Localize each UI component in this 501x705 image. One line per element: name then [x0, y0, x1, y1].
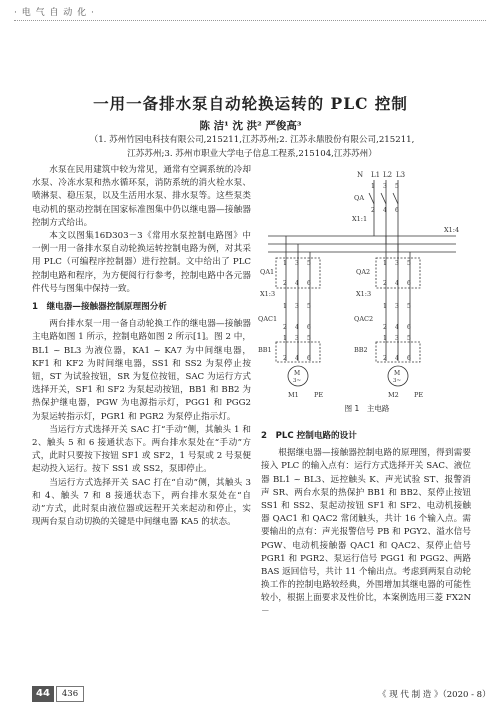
svg-text:4: 4 — [295, 324, 299, 331]
svg-text:6: 6 — [307, 324, 311, 331]
svg-text:5: 5 — [307, 303, 311, 310]
svg-text:M2: M2 — [388, 391, 399, 399]
terminal-x1-4: X1:4 — [444, 226, 460, 234]
svg-text:3: 3 — [295, 335, 299, 342]
article-authors: 陈 洁¹ 沈 洪² 严俊高³ — [199, 120, 302, 132]
svg-text:BB1: BB1 — [258, 346, 272, 354]
svg-text:QA1: QA1 — [260, 268, 275, 276]
svg-text:4: 4 — [395, 355, 399, 362]
svg-text:2: 2 — [283, 324, 287, 331]
svg-text:2: 2 — [371, 207, 375, 214]
svg-text:6: 6 — [307, 280, 311, 287]
main-breaker-qa — [352, 180, 399, 226]
svg-text:5: 5 — [307, 260, 311, 267]
header-rule — [14, 20, 486, 21]
left-column — [32, 164, 251, 529]
svg-text:2: 2 — [383, 355, 387, 362]
svg-text:M1: M1 — [288, 391, 299, 399]
svg-text:3: 3 — [395, 303, 399, 310]
svg-text:2: 2 — [283, 280, 287, 287]
alt-page-number: 436 — [56, 686, 84, 702]
article-title: 一用一备排水泵自动轮换运转的 PLC 控制 — [93, 94, 408, 113]
intro-paragraph-2: 本文以图集16D303－3《常用水泵控制电路图》中一例一用一备排水泵自动轮换运转控制电路为例，对其采用 PLC（可编程序控制器）进行控制。文中给出了 PLC 控制电路和程序，为方便阅行行参考，控制电路中各元器件代号与图集中保持一致。 — [32, 231, 251, 294]
svg-text:1: 1 — [283, 335, 287, 342]
branch-1 — [258, 236, 323, 399]
affiliation-line-1: （1. 苏州竹园电科技有限公司,215211,江苏苏州;2. 江苏永鼎股份有限公司,215211, — [89, 135, 415, 145]
svg-text:1: 1 — [371, 183, 375, 190]
svg-text:5: 5 — [407, 260, 411, 267]
svg-text:5: 5 — [407, 335, 411, 342]
section-2-paragraph: 根据继电器—接触器控制电路的原理图，得到需要接入 PLC 的输入点有：运行方式选择开关 SAC、液位器 BL1 ~ BL3、远控触头 K、声光试验 ST、报警消声 SR、两台水泵的热保护 BB1 和 BB2、泵停止按钮 SS1 和 SS2、泵起动按钮 SF1 和 SF2、电动机接触器 QAC1 和 QAC2 常闭触头，共计 16 个输入点。需要输出的点有：声光报警信号 PB 和 PGY2、溢水信号 PGW、电动机接触器 QAC1 和 QAC2、泵停止信号 PGR1 和 PGR2、泵运行信号 PGG1 和 PGG2、两路 BAS 返回信号，共计 11 个输出点。考虑到两泵自动轮换工作的控制电路较经典，外围增加其继电器的可能性较小，根据上面要求及性价比，本案例选用三菱 FX2N－ — [261, 448, 471, 617]
journal-footer: 《 现 代 制 造 》（2020 - 8） — [378, 690, 491, 700]
svg-text:6: 6 — [307, 355, 311, 362]
svg-text:6: 6 — [395, 207, 399, 214]
section-1-paragraph-3: 当运行方式选择开关 SAC 打在“自动”侧，其触头 3 和 4、触头 7 和 8 接通状态下，两台排水泵处在“自动”方式，此时泵由液位器或远程开关来起动和停止，实现两台泵自动切换的关键是中间继电器 KA5 的状态。 — [32, 477, 251, 528]
main-circuit-figure — [256, 166, 478, 402]
svg-text:6: 6 — [407, 355, 411, 362]
phase-label-l1: L1 — [371, 171, 381, 179]
svg-text:3: 3 — [295, 303, 299, 310]
phase-label-l3: L3 — [396, 171, 406, 179]
svg-text:BB2: BB2 — [354, 346, 368, 354]
svg-text:4: 4 — [383, 207, 387, 214]
svg-text:5: 5 — [395, 183, 399, 190]
svg-text:1: 1 — [283, 260, 287, 267]
svg-text:1: 1 — [383, 303, 387, 310]
figure-caption: 图 1 主电路 — [344, 404, 390, 413]
svg-text:2: 2 — [283, 355, 287, 362]
svg-text:X1:3: X1:3 — [356, 290, 372, 298]
svg-text:1: 1 — [283, 303, 287, 310]
svg-text:4: 4 — [395, 324, 399, 331]
svg-text:4: 4 — [295, 355, 299, 362]
affiliation-line-2: 江苏苏州;3. 苏州市职业大学电子信息工程系,215104,江苏苏州） — [127, 149, 377, 159]
svg-text:QA: QA — [354, 194, 365, 202]
svg-text:5: 5 — [307, 335, 311, 342]
section-1-heading: 1 继电器—接触器控制原理图分析 — [32, 302, 167, 313]
svg-text:4: 4 — [295, 280, 299, 287]
section-1-paragraph-2: 当运行方式选择开关 SAC 打“手动”侧，其触头 1 和 2、触头 5 和 6 接通状态下。两台排水泵处在“手动”方式，此时只要按下按钮 SF1 或 SF2，1 号泵或 2 号泵便起动投入运行。按下 SS1 或 SS2，泵即停止。 — [32, 424, 251, 475]
section-tag: · 电 气 自 动 化 · — [14, 8, 95, 18]
svg-text:PE: PE — [314, 391, 324, 399]
svg-text:1: 1 — [383, 335, 387, 342]
svg-text:3~: 3~ — [393, 378, 402, 384]
svg-text:4: 4 — [395, 280, 399, 287]
phase-label-l2: L2 — [383, 171, 393, 179]
svg-text:2: 2 — [383, 280, 387, 287]
affiliations — [60, 133, 444, 161]
svg-text:M: M — [294, 370, 301, 377]
svg-text:X1:1: X1:1 — [352, 215, 368, 223]
svg-text:3: 3 — [295, 260, 299, 267]
phase-label-n: N — [357, 171, 364, 179]
svg-text:3: 3 — [395, 260, 399, 267]
branch-2 — [354, 236, 423, 399]
svg-text:5: 5 — [407, 303, 411, 310]
svg-text:M: M — [394, 370, 401, 377]
svg-text:QAC2: QAC2 — [354, 315, 374, 323]
svg-text:3: 3 — [395, 335, 399, 342]
svg-text:X1:3: X1:3 — [260, 290, 276, 298]
page-number: 44 — [32, 686, 54, 702]
section-1-paragraph-1: 两台排水泵一用一备自动轮换工作的继电器—接触器主电路如图 1 所示，控制电路如图 2 所示[1]。图 2 中，BL1 ~ BL3 为液位器，KA1 ~ KA7 为中间继电器，KF1 和 KF2 为时间继电器，SS1 和 SS2 为泵停止按钮，ST 为试验按钮，SR 为复位按钮，SAC 为运行方式选择开关，SF1 和 SF2 为泵起动按钮，BB1 和 BB2 为热保护继电器，PGW 为电源指示灯，PGG1 和 PGG2 为泵运转指示灯，PGR1 和 PGR2 为泵停止指示灯。 — [32, 319, 251, 422]
svg-text:1: 1 — [383, 260, 387, 267]
right-column — [261, 425, 471, 619]
svg-text:QA2: QA2 — [356, 268, 371, 276]
svg-text:6: 6 — [407, 324, 411, 331]
intro-paragraph-1: 水泵在民用建筑中较为常见，通常有空调系统的冷却水泵、冷冻水泵和热水循环泵，消防系统的消火栓水泵、喷淋泵、稳压泵，以及生活用水泵、排水泵等。这些泵类电动机的驱动控制在国家标准图集中仍以继电器—接触器控制方式给出。 — [32, 165, 251, 228]
svg-text:PE: PE — [414, 391, 424, 399]
svg-text:3~: 3~ — [293, 378, 302, 384]
svg-text:QAC1: QAC1 — [258, 315, 278, 323]
svg-text:6: 6 — [407, 280, 411, 287]
section-2-heading: 2 PLC 控制电路的设计 — [261, 431, 357, 441]
svg-text:3: 3 — [383, 183, 387, 190]
svg-text:2: 2 — [383, 324, 387, 331]
